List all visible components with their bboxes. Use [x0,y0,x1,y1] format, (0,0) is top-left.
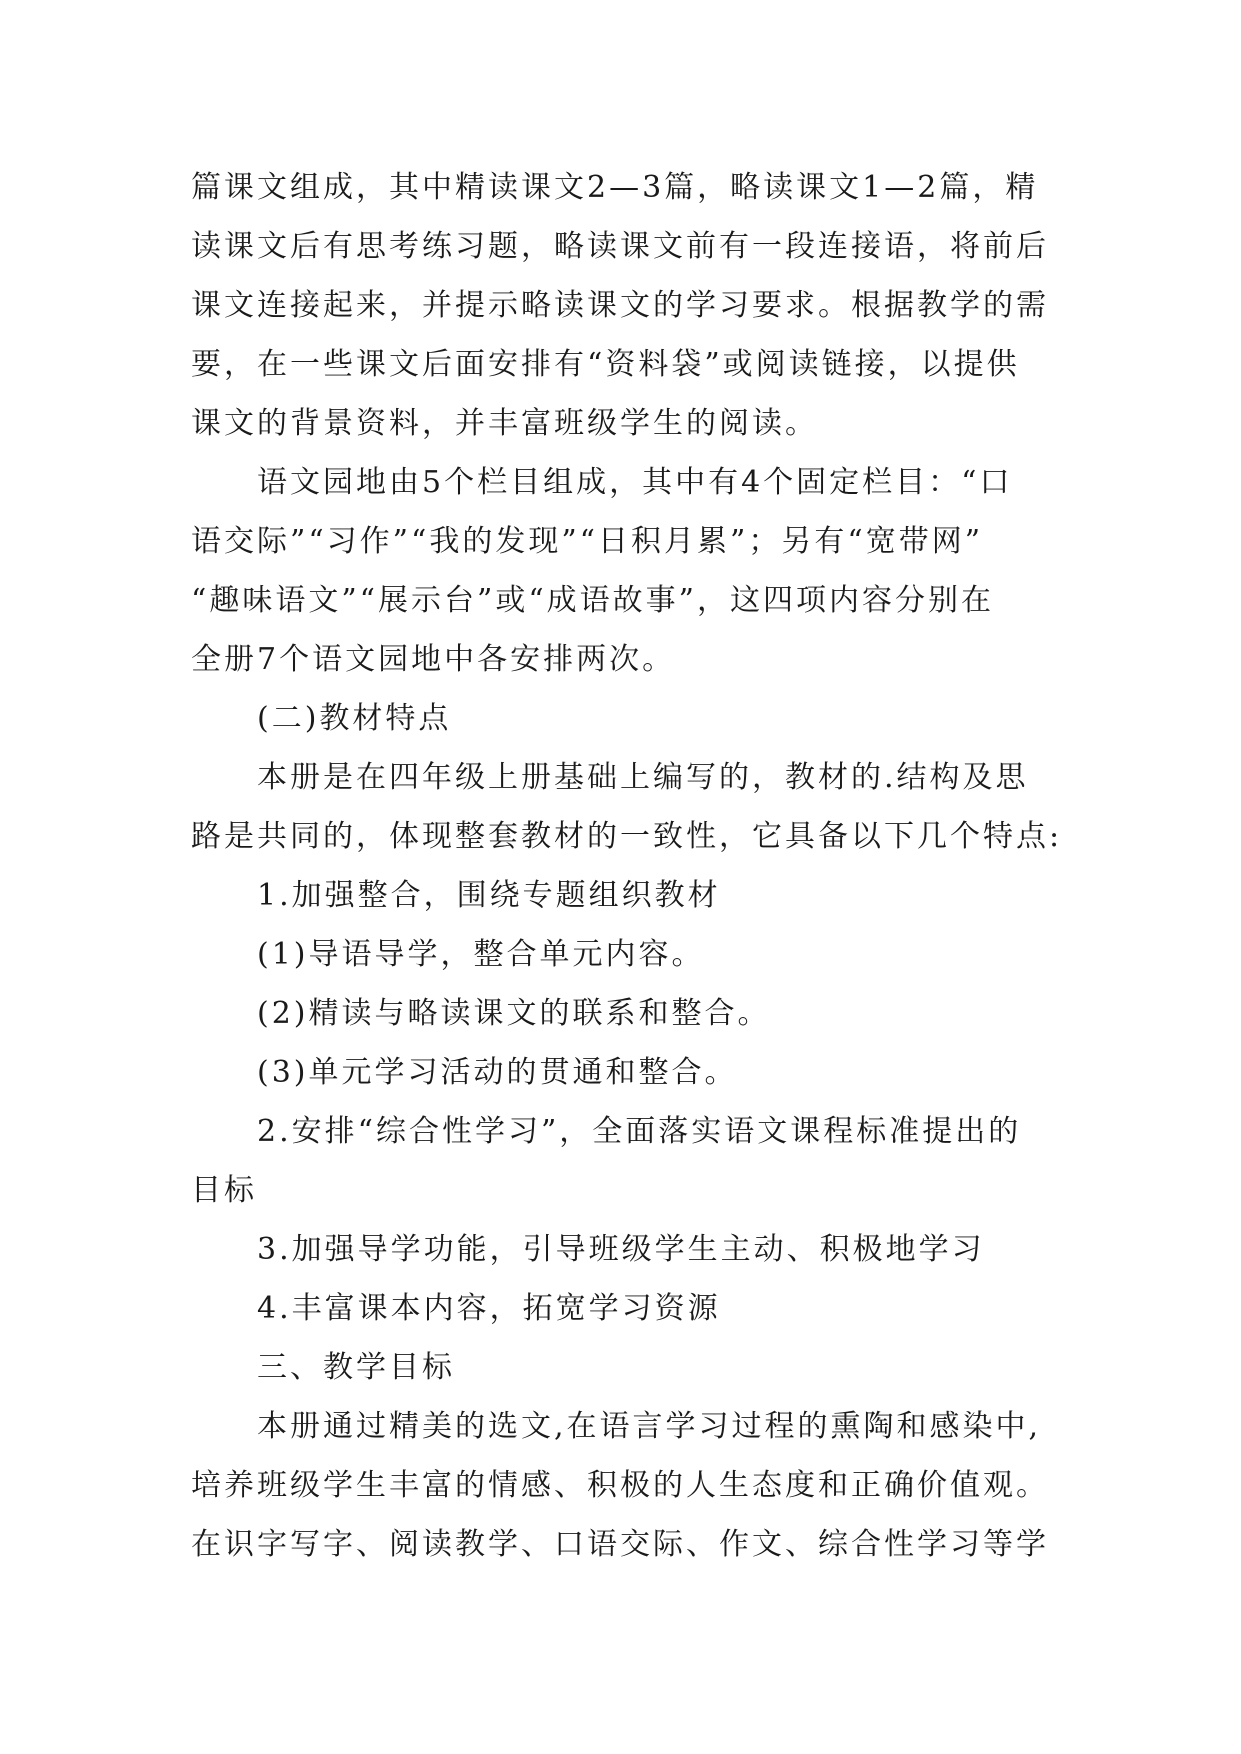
document-body [191,158,1061,1574]
list-item: (1)导语导学，整合单元内容。 [257,937,705,972]
text-line: 课文的背景资料，并丰富班级学生的阅读。 [191,406,818,441]
list-item: (3)单元学习活动的贯通和整合。 [257,1055,738,1090]
text-line: 篇课文组成，其中精读课文2—3篇，略读课文1—2篇，精 [191,170,1039,205]
text-line: 全册7个语文园地中各安排两次。 [191,642,676,677]
paragraph-start-line: 本册是在四年级上册基础上编写的，教材的.结构及思 [257,760,1029,795]
list-item: (2)精读与略读课文的联系和整合。 [257,996,771,1031]
text-line: 目标 [191,1173,257,1208]
paragraph-start-line: 语文园地由5个栏目组成，其中有4个固定栏目：“口 [257,465,1013,500]
text-line: “趣味语文”“展示台”或“成语故事”，这四项内容分别在 [191,583,995,618]
text-line: 路是共同的，体现整套教材的一致性，它具备以下几个特点: [191,819,1063,854]
text-line: 培养班级学生丰富的情感、积极的人生态度和正确价值观。 [191,1468,1049,1503]
text-line: 读课文后有思考练习题，略读课文前有一段连接语，将前后 [191,229,1049,264]
text-line: 语交际”“习作”“我的发现”“日积月累”；另有“宽带网” [191,524,984,559]
list-item: 3.加强导学功能，引导班级学生主动、积极地学习 [257,1232,985,1267]
list-item: 2.安排“综合性学习”，全面落实语文课程标准提出的 [257,1114,1022,1149]
list-item: 1.加强整合，围绕专题组织教材 [257,878,721,913]
paragraph-start-line: 本册通过精美的选文,在语言学习过程的熏陶和感染中, [257,1409,1042,1444]
section-heading: (二)教材特点 [257,701,452,736]
section-heading: 三、教学目标 [257,1350,455,1385]
list-item: 4.丰富课本内容，拓宽学习资源 [257,1291,721,1326]
text-line: 课文连接起来，并提示略读课文的学习要求。根据教学的需 [191,288,1049,323]
text-line: 要，在一些课文后面安排有“资料袋”或阅读链接，以提供 [191,347,1020,382]
text-line: 在识字写字、阅读教学、口语交际、作文、综合性学习等学 [191,1527,1049,1562]
